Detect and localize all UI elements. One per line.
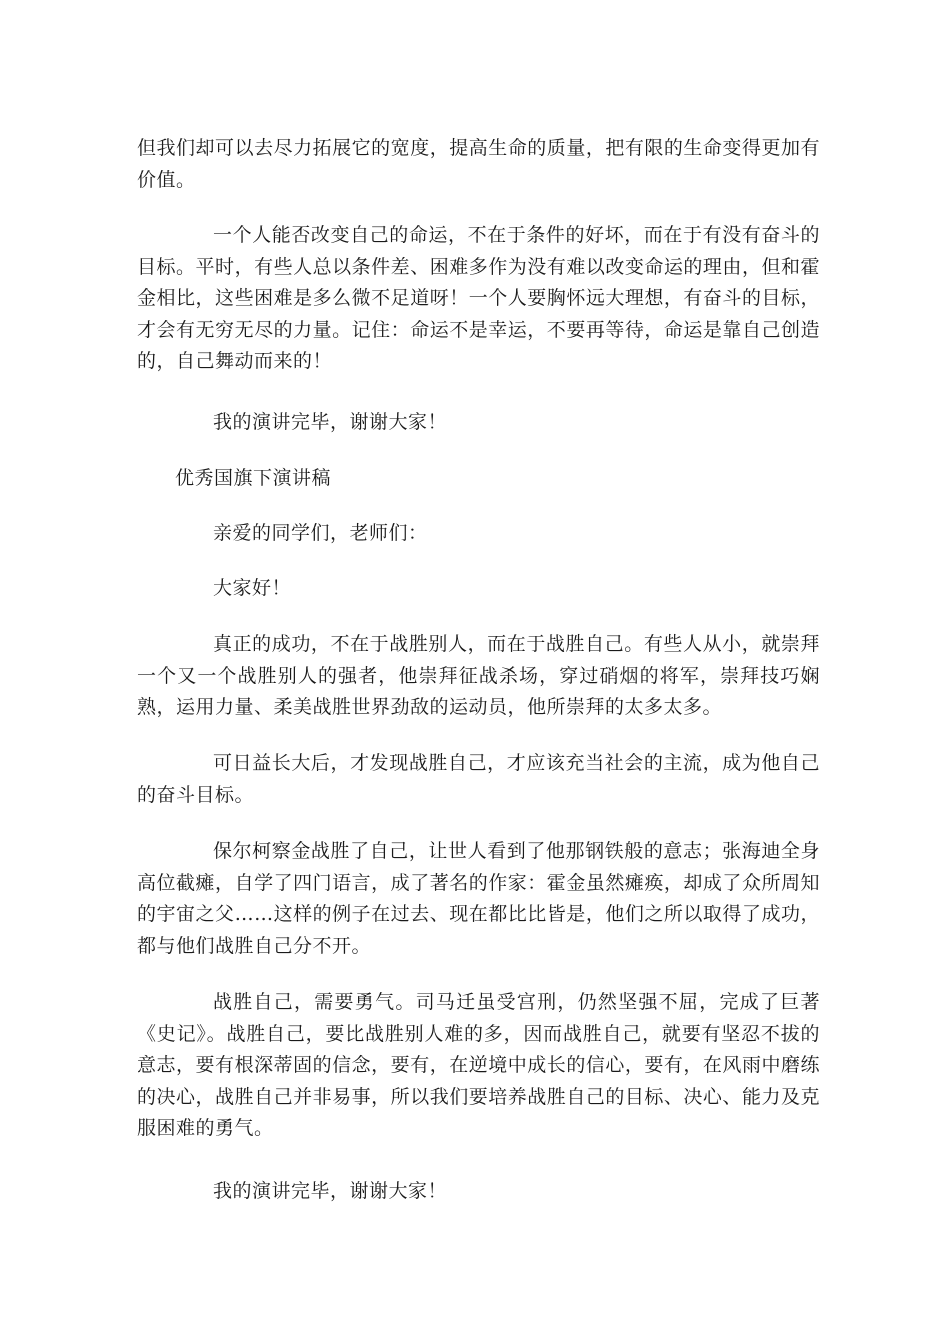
paragraph-examples: 保尔柯察金战胜了自己，让世人看到了他那钢铁般的意志；张海迪全身高位截瘫，自学了四门语言，成了著名的作家：霍金虽然瘫痪，却成了众所周知的宇宙之父……这样的例子在过去、现在都比比皆是，他们之所以取得了成功，都与他们战胜自己分不开。	[137, 840, 820, 957]
closing-line-1: 我的演讲完毕，谢谢大家！	[213, 411, 448, 433]
paragraph-true-success: 真正的成功，不在于战胜别人，而在于战胜自己。有些人从小，就崇拜一个又一个战胜别人的强者，他崇拜征战杀场，穿过硝烟的将军，崇拜技巧娴熟，运用力量、柔美战胜世界劲敌的运动员，他所崇拜的太多太多。	[137, 633, 820, 718]
paragraph-courage: 战胜自己，需要勇气。司马迁虽受宫刑，仍然坚强不屈，完成了巨著《史记》。战胜自己，要比战胜别人难的多，因而战胜自己，就要有坚忍不拔的意志，要有根深蒂固的信念，要有，在逆境中成长的信心，要有，在风雨中磨练的决心，战胜自己并非易事，所以我们要培养战胜自己的目标、决心、能力及克服困难的勇气。	[137, 991, 820, 1139]
paragraph-destiny: 一个人能否改变自己的命运，不在于条件的好坏，而在于有没有奋斗的目标。平时，有些人总以条件差、困难多作为没有难以改变命运的理由，但和霍金相比，这些困难是多么微不足道呀！一个人要胸怀远大理想，有奋斗的目标，才会有无穷无尽的力量。记住：命运不是幸运，不要再等待，命运是靠自己创造的，自己舞动而来的！	[137, 224, 820, 372]
greeting: 大家好！	[213, 577, 292, 599]
paragraph-continuation: 但我们却可以去尽力拓展它的宽度，提高生命的质量，把有限的生命变得更加有价值。	[137, 137, 820, 191]
salutation: 亲爱的同学们，老师们：	[213, 522, 428, 544]
paragraph-growing-up: 可日益长大后，才发现战胜自己，才应该充当社会的主流，成为他自己的奋斗目标。	[137, 752, 820, 806]
closing-line-2: 我的演讲完毕，谢谢大家！	[213, 1180, 448, 1202]
section-title: 优秀国旗下演讲稿	[175, 467, 332, 489]
